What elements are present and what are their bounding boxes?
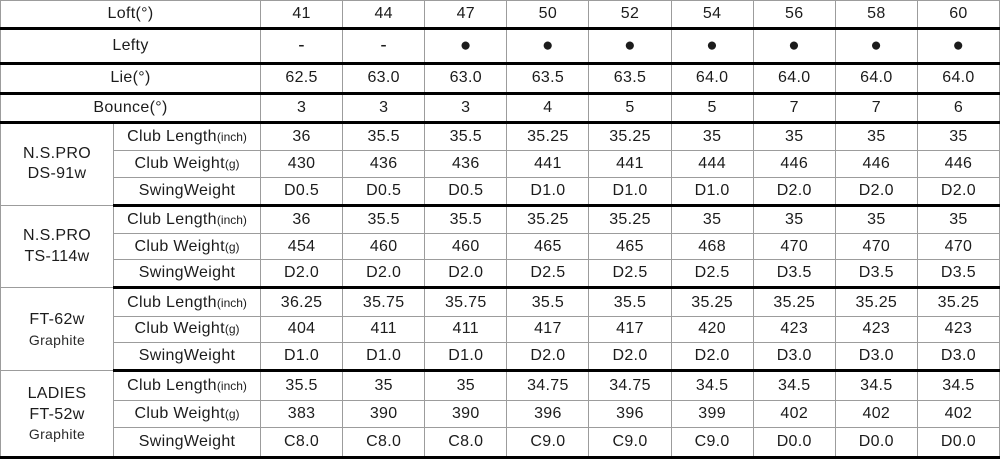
club-weight-value: 430 [261, 151, 343, 178]
bounce-value: 7 [753, 93, 835, 122]
row-label-club-length [114, 371, 261, 400]
club-length-value: 35.5 [261, 371, 343, 400]
prop-label-text: Club Length [127, 376, 217, 394]
lefty-dot-icon: ● [917, 29, 999, 64]
club-weight-value: 417 [507, 316, 589, 343]
swing-weight-value: D2.0 [425, 260, 507, 288]
club-length-value: 35.25 [507, 123, 589, 151]
swing-weight-value: D0.5 [425, 177, 507, 205]
swing-weight-value: D2.0 [507, 343, 589, 371]
group-label-line: N.S.PRO [22, 226, 92, 244]
swing-weight-value: D2.0 [671, 343, 753, 371]
bounce-value: 3 [261, 93, 343, 122]
lefty-dot-icon: ● [835, 29, 917, 64]
row-label-club-weight [114, 151, 261, 178]
club-weight-value: 396 [507, 400, 589, 428]
club-length-value: 36 [261, 123, 343, 151]
prop-label-text: Club Length [127, 293, 217, 311]
lie-value: 63.0 [425, 64, 507, 93]
swing-weight-value: C9.0 [671, 428, 753, 458]
club-length-value: 35.25 [835, 288, 917, 316]
club-weight-value: 444 [671, 151, 753, 178]
swing-weight-value: D1.0 [671, 177, 753, 205]
club-weight-value: 454 [261, 233, 343, 260]
prop-label-text: Club Weight [134, 405, 225, 423]
club-length-value: 35.5 [507, 288, 589, 316]
club-weight-value: 390 [343, 400, 425, 428]
club-weight-value: 470 [835, 233, 917, 260]
lie-value: 64.0 [917, 64, 999, 93]
swing-weight-value: D3.0 [917, 343, 999, 371]
group-label-line: Graphite [28, 331, 86, 348]
lefty-value: - [261, 29, 343, 64]
club-length-value: 35 [671, 123, 753, 151]
swing-weight-value: D2.5 [589, 260, 671, 288]
prop-label-suffix: (inch) [216, 130, 247, 145]
club-weight-value: 465 [507, 233, 589, 260]
group-label-ns-pro-ts-114w [1, 205, 114, 288]
swing-weight-value: D3.0 [753, 343, 835, 371]
prop-label-text: SwingWeight [138, 264, 236, 282]
swing-weight-value: D3.0 [835, 343, 917, 371]
club-weight-value: 390 [425, 400, 507, 428]
club-weight-value: 423 [753, 316, 835, 343]
prop-label-suffix: (inch) [216, 212, 247, 227]
club-weight-value: 420 [671, 316, 753, 343]
swing-weight-value: D0.0 [835, 428, 917, 458]
club-weight-value: 404 [261, 316, 343, 343]
club-weight-value: 468 [671, 233, 753, 260]
swing-weight-value: C9.0 [507, 428, 589, 458]
lie-value: 63.5 [507, 64, 589, 93]
lefty-dot-icon: ● [671, 29, 753, 64]
club-weight-value: 399 [671, 400, 753, 428]
swing-weight-value: D1.0 [261, 343, 343, 371]
prop-label-suffix: (inch) [216, 295, 247, 310]
swing-weight-value: C8.0 [261, 428, 343, 458]
row-label-bounce: Bounce(°) [1, 93, 261, 122]
lefty-value: - [343, 29, 425, 64]
prop-label-text: SwingWeight [138, 181, 236, 199]
swing-weight-value: D0.0 [753, 428, 835, 458]
swing-weight-value: D0.0 [917, 428, 999, 458]
swing-weight-value: D2.5 [671, 260, 753, 288]
club-weight-value: 446 [753, 151, 835, 178]
swing-weight-value: D1.0 [425, 343, 507, 371]
club-weight-value: 417 [589, 316, 671, 343]
club-weight-value: 402 [835, 400, 917, 428]
loft-value: 50 [507, 1, 589, 29]
group-label-ns-pro-ds-91w [1, 123, 114, 206]
club-weight-value: 383 [261, 400, 343, 428]
loft-value: 52 [589, 1, 671, 29]
row-label-lefty: Lefty [1, 29, 261, 64]
club-length-value: 34.5 [917, 371, 999, 400]
prop-label-text: Club Length [127, 210, 217, 228]
group-label-line: Graphite [28, 426, 86, 443]
club-weight-value: 441 [507, 151, 589, 178]
club-length-value: 35 [343, 371, 425, 400]
group-label-ladies-ft-52w-graphite [1, 371, 114, 458]
club-weight-value: 460 [425, 233, 507, 260]
row-label-club-length [114, 288, 261, 316]
bounce-value: 5 [589, 93, 671, 122]
swing-weight-value: D3.5 [835, 260, 917, 288]
bounce-value: 5 [671, 93, 753, 122]
swing-weight-value: D3.5 [753, 260, 835, 288]
prop-label-suffix: (g) [224, 156, 240, 171]
club-weight-value: 436 [425, 151, 507, 178]
swing-weight-value: D2.0 [753, 177, 835, 205]
loft-value: 41 [261, 1, 343, 29]
club-length-value: 35.5 [425, 205, 507, 233]
club-length-value: 35.75 [425, 288, 507, 316]
row-label-loft: Loft(°) [1, 1, 261, 29]
club-length-value: 35.75 [343, 288, 425, 316]
club-length-value: 34.5 [671, 371, 753, 400]
club-weight-value: 460 [343, 233, 425, 260]
club-length-value: 34.5 [753, 371, 835, 400]
club-weight-value: 402 [917, 400, 999, 428]
row-label-swing-weight [114, 177, 261, 205]
swing-weight-value: D3.5 [917, 260, 999, 288]
swing-weight-value: D2.0 [917, 177, 999, 205]
club-length-value: 35 [671, 205, 753, 233]
group-label-line: TS-114w [24, 247, 90, 265]
club-length-value: 35 [835, 205, 917, 233]
row-label-club-length [114, 123, 261, 151]
row-label-swing-weight [114, 428, 261, 458]
club-weight-value: 446 [835, 151, 917, 178]
club-weight-value: 402 [753, 400, 835, 428]
prop-label-text: Club Length [127, 128, 217, 146]
swing-weight-value: D0.5 [261, 177, 343, 205]
club-weight-value: 465 [589, 233, 671, 260]
group-label-line: DS-91w [27, 165, 87, 183]
club-weight-value: 423 [917, 316, 999, 343]
loft-value: 44 [343, 1, 425, 29]
lie-value: 64.0 [671, 64, 753, 93]
group-label-line: LADIES [27, 384, 87, 402]
club-length-value: 35 [917, 123, 999, 151]
club-length-value: 36 [261, 205, 343, 233]
lie-value: 64.0 [835, 64, 917, 93]
lefty-dot-icon: ● [753, 29, 835, 64]
group-label-line: FT-52w [29, 405, 85, 423]
prop-label-text: SwingWeight [138, 347, 236, 365]
lie-value: 63.5 [589, 64, 671, 93]
club-length-value: 35 [835, 123, 917, 151]
swing-weight-value: D2.0 [835, 177, 917, 205]
prop-label-text: SwingWeight [138, 433, 236, 451]
swing-weight-value: C8.0 [425, 428, 507, 458]
group-label-line: FT-62w [29, 310, 85, 328]
prop-label-suffix: (inch) [216, 378, 247, 393]
bounce-value: 3 [425, 93, 507, 122]
row-label-swing-weight [114, 343, 261, 371]
spec-table-body [1, 1, 1000, 458]
prop-label-suffix: (g) [224, 322, 240, 337]
club-weight-value: 446 [917, 151, 999, 178]
swing-weight-value: D1.0 [507, 177, 589, 205]
bounce-value: 4 [507, 93, 589, 122]
loft-value: 58 [835, 1, 917, 29]
loft-value: 54 [671, 1, 753, 29]
group-label-ft-62w-graphite [1, 288, 114, 371]
club-length-value: 35.5 [589, 288, 671, 316]
bounce-value: 3 [343, 93, 425, 122]
club-length-value: 35 [917, 205, 999, 233]
club-length-value: 35.25 [917, 288, 999, 316]
club-length-value: 35.25 [589, 123, 671, 151]
swing-weight-value: C8.0 [343, 428, 425, 458]
club-length-value: 35.5 [343, 205, 425, 233]
lie-value: 64.0 [753, 64, 835, 93]
lie-value: 63.0 [343, 64, 425, 93]
loft-value: 56 [753, 1, 835, 29]
club-weight-value: 411 [343, 316, 425, 343]
swing-weight-value: D2.0 [343, 260, 425, 288]
prop-label-suffix: (g) [224, 407, 240, 422]
swing-weight-value: D0.5 [343, 177, 425, 205]
lefty-dot-icon: ● [589, 29, 671, 64]
club-length-value: 35.25 [671, 288, 753, 316]
club-length-value: 35 [753, 205, 835, 233]
club-weight-value: 396 [589, 400, 671, 428]
lefty-dot-icon: ● [425, 29, 507, 64]
swing-weight-value: D1.0 [589, 177, 671, 205]
group-label-line: N.S.PRO [22, 144, 92, 162]
club-length-value: 34.75 [507, 371, 589, 400]
bounce-value: 6 [917, 93, 999, 122]
prop-label-text: Club Weight [134, 320, 225, 338]
club-length-value: 35.5 [425, 123, 507, 151]
club-length-value: 35.25 [753, 288, 835, 316]
swing-weight-value: C9.0 [589, 428, 671, 458]
swing-weight-value: D1.0 [343, 343, 425, 371]
club-weight-value: 436 [343, 151, 425, 178]
swing-weight-value: D2.5 [507, 260, 589, 288]
club-length-value: 35 [425, 371, 507, 400]
club-length-value: 35.5 [343, 123, 425, 151]
club-length-value: 36.25 [261, 288, 343, 316]
lefty-dot-icon: ● [507, 29, 589, 64]
prop-label-text: Club Weight [134, 154, 225, 172]
club-length-value: 35 [753, 123, 835, 151]
row-label-club-weight [114, 400, 261, 428]
row-label-swing-weight [114, 260, 261, 288]
swing-weight-value: D2.0 [589, 343, 671, 371]
swing-weight-value: D2.0 [261, 260, 343, 288]
club-weight-value: 470 [753, 233, 835, 260]
club-length-value: 34.5 [835, 371, 917, 400]
row-label-club-weight [114, 316, 261, 343]
loft-value: 60 [917, 1, 999, 29]
bounce-value: 7 [835, 93, 917, 122]
lie-value: 62.5 [261, 64, 343, 93]
club-length-value: 35.25 [589, 205, 671, 233]
club-length-value: 34.75 [589, 371, 671, 400]
club-weight-value: 441 [589, 151, 671, 178]
club-weight-value: 411 [425, 316, 507, 343]
prop-label-text: Club Weight [134, 237, 225, 255]
loft-value: 47 [425, 1, 507, 29]
club-weight-value: 470 [917, 233, 999, 260]
club-length-value: 35.25 [507, 205, 589, 233]
row-label-club-weight [114, 233, 261, 260]
club-weight-value: 423 [835, 316, 917, 343]
row-label-club-length [114, 205, 261, 233]
prop-label-suffix: (g) [224, 239, 240, 254]
row-label-lie: Lie(°) [1, 64, 261, 93]
